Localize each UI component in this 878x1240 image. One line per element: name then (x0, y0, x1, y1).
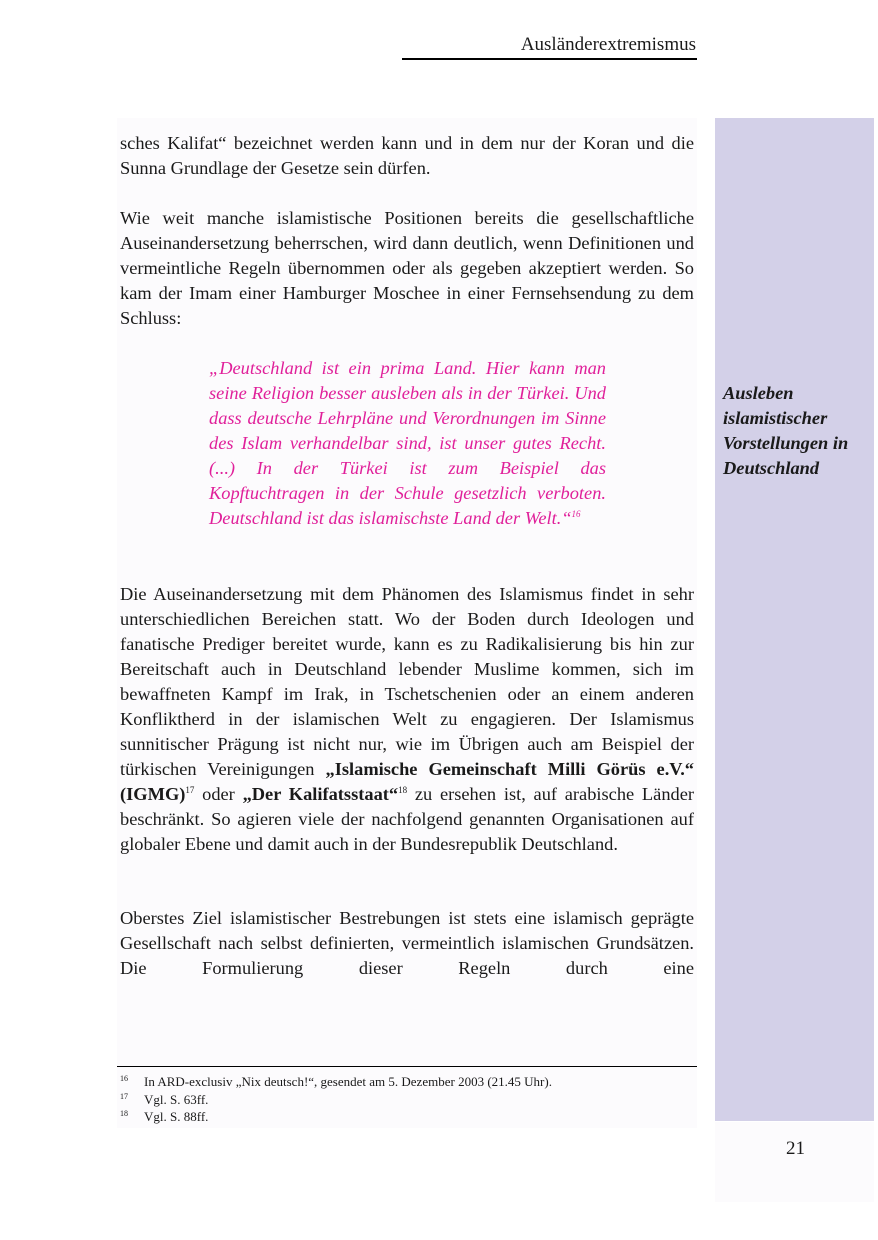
footnotes (120, 1073, 694, 1126)
footnote-text: Vgl. S. 63ff. (144, 1091, 209, 1107)
paragraph-2: Wie weit manche islamistische Positionen bereits die gesellschaftliche Auseinandersetzung beherrschen, wird dann deutlich, wenn Definitionen und vermeintliche Regeln übernommen oder als gegeben akzeptiert werden. So kam der Imam einer Hamburger Moschee in einer Fernsehsendung zu dem Schluss: (120, 208, 694, 328)
footnote-text: Vgl. S. 88ff. (144, 1109, 209, 1124)
org-name-kalifatsstaat: „Der Kalifatsstaat“ (242, 784, 399, 804)
footnote-ref-16: 16 (571, 509, 581, 519)
footnote-number: 17 (120, 1091, 128, 1101)
paragraph-3-part-a: Die Auseinandersetzung mit dem Phänomen des Islamismus findet in sehr unterschiedlichen Bereichen statt. Wo der Boden durch Ideologen und fanatische Prediger bereitet wurde, kann es zu Radikalisierung bis hin zur Bereitschaft auch in Deutschland lebender Muslime kommen, sich im bewaffneten Kampf im Irak, in Tschetschenien oder an einem anderen Konfliktherd in der islamischen Welt zu engagieren. Der Islamismus sunnitischer Prägung ist nicht nur, wie im Übrigen auch am Beispiel der türkischen Vereinigungen (120, 584, 694, 779)
footnote-ref-17: 17 (185, 785, 195, 795)
page-number-box (715, 1122, 874, 1202)
footnote-18 (120, 1108, 694, 1126)
quote-text: „Deutschland ist ein prima Land. Hier kann man seine Religion besser ausleben als in der Türkei. Und dass deutsche Lehrpläne und Verordnungen im Sinne des Islam verhandelbar sind, ist unser gutes Recht. (...) In der Türkei ist zum Beispiel das Kopftuchtragen in der Schule gesetzlich verboten. Deutschland ist das islamischste Land der Welt.“ (209, 358, 606, 528)
margin-note: Ausleben islamistischer Vorstellungen in Deutschland (723, 383, 849, 478)
org-name-igmg: „Islamische Gemeinschaft Milli Görüs e.V.“ (IGMG) (120, 759, 694, 804)
footnote-number: 18 (120, 1109, 128, 1118)
header-rule (402, 58, 697, 60)
paragraph-4: Oberstes Ziel islamistischer Bestrebungen ist stets eine islamisch geprägte Gesellschaft nach selbst definierten, vermeintlich islamischen Grundsätzen. Die Formulierung dieser Regeln durch eine (120, 908, 694, 978)
paragraph-1: sches Kalifat“ bezeichnet werden kann und in dem nur der Koran und die Sunna Grundlage der Gesetze sein dürfen. (120, 133, 694, 178)
sidebar-column (715, 118, 874, 1121)
footnote-text: In ARD-exclusiv „Nix deutsch!“, gesendet am 5. Dezember 2003 (21.45 Uhr). (144, 1074, 552, 1089)
footnote-ref-18: 18 (398, 785, 408, 795)
running-title: Ausländerextremismus (520, 34, 696, 55)
paragraph-3-part-b: oder (202, 784, 235, 804)
page-number: 21 (786, 1138, 805, 1159)
footnote-number: 16 (120, 1074, 128, 1083)
paragraph-3-part-c: zu ersehen ist, auf arabische Länder beschränkt. So agieren viele der nachfolgend genannten Organisationen auf globaler Ebene und damit auch in der Bundesrepublik Deutschland. (120, 784, 695, 854)
footnote-16 (120, 1073, 694, 1091)
paragraph-3 (120, 582, 694, 857)
footnote-17 (120, 1091, 694, 1109)
block-quote (209, 356, 606, 531)
footnote-rule (117, 1066, 697, 1067)
